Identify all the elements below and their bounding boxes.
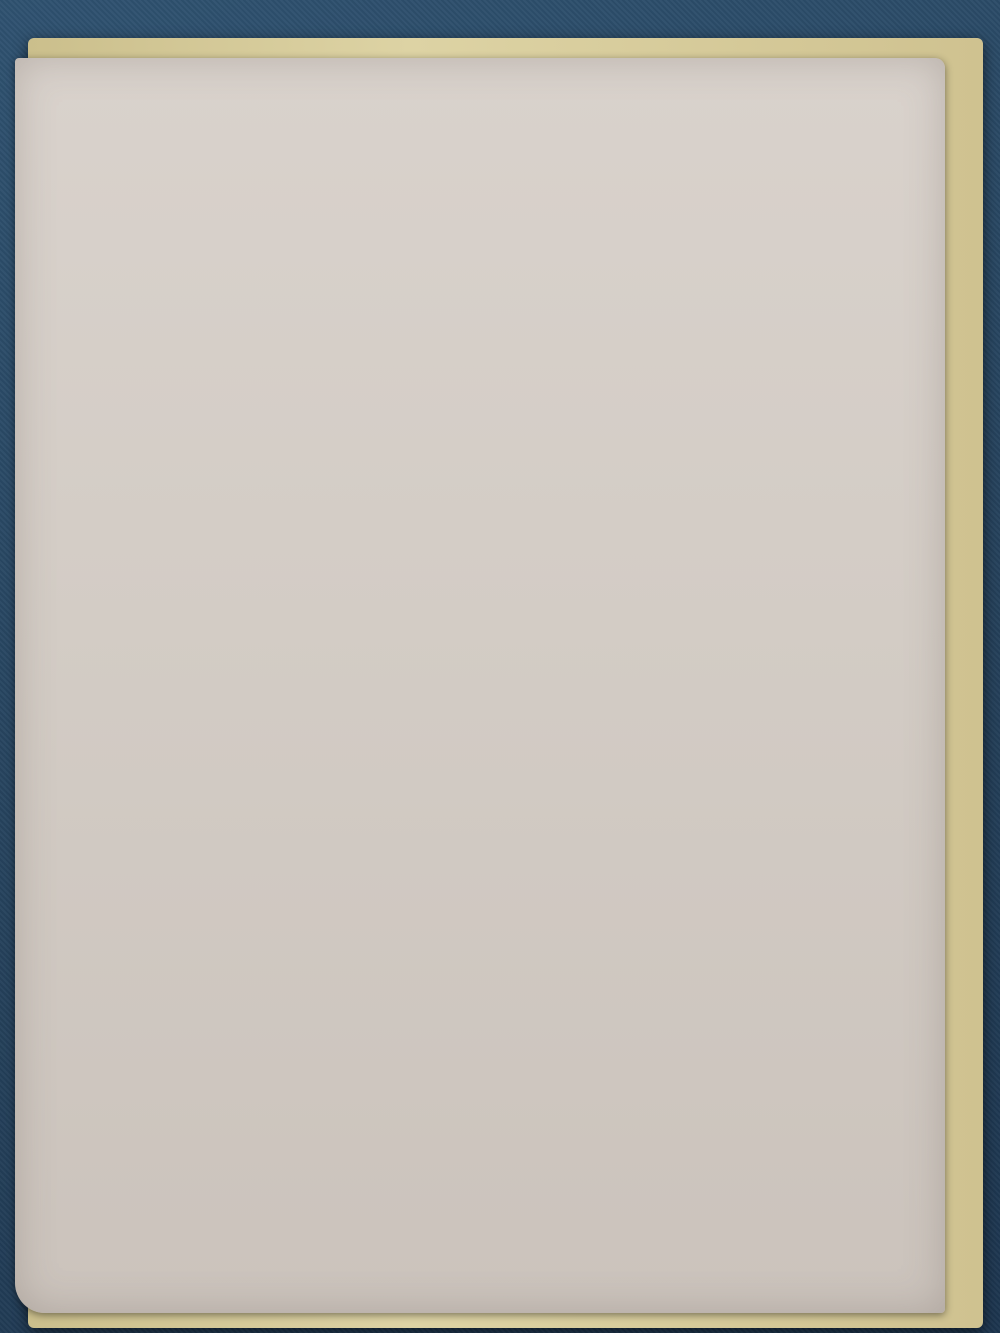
left-column [70, 123, 415, 178]
book-page [15, 58, 945, 1313]
